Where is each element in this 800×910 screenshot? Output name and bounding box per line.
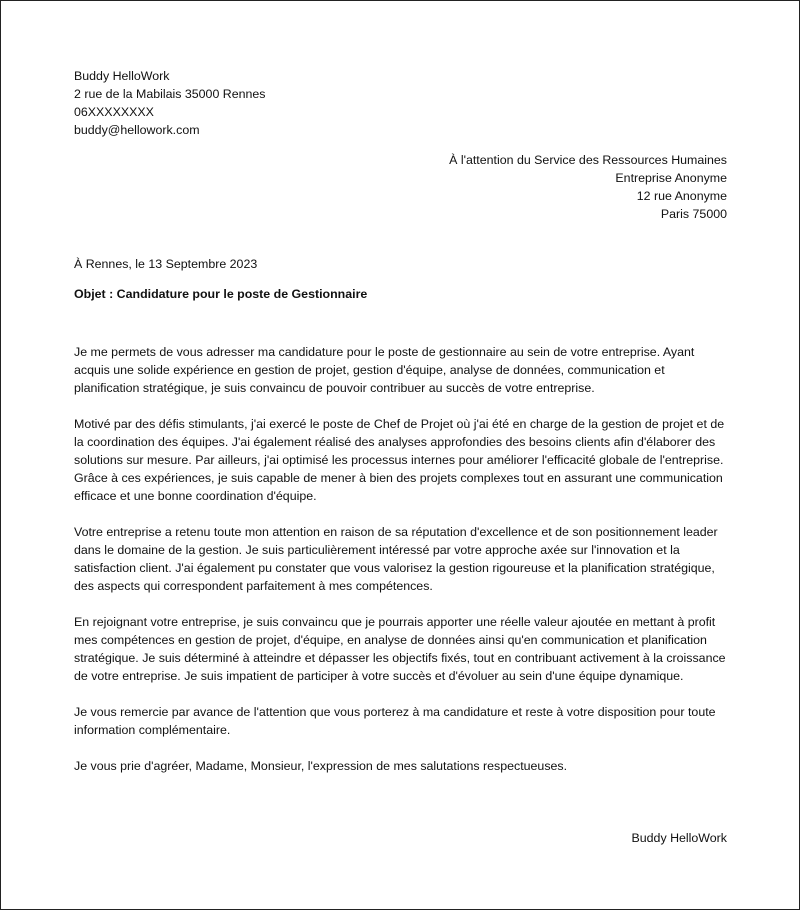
subject-line: Objet : Candidature pour le poste de Gestionnaire (74, 287, 368, 301)
signature: Buddy HelloWork (631, 831, 727, 845)
body-paragraph: Motivé par des défis stimulants, j'ai exercé le poste de Chef de Projet où j'ai été en charge de la gestion de projet et de la coordination des équipes. J'ai également réalisé des analyses approfondies des besoins clients afin d'élaborer des solutions sur mesure. Par ailleurs, j'ai optimisé les processus internes pour améliorer l'efficacité globale de l'entreprise. Grâce à ces expériences, je suis capable de mener à bien des projets complexes tout en assurant une communication efficace et une bonne coordination d'équipe. (74, 417, 725, 503)
sender-name: Buddy HelloWork (74, 69, 170, 83)
sender-block (74, 67, 474, 139)
recipient-block (307, 151, 727, 223)
sender-email: buddy@hellowork.com (74, 123, 200, 137)
recipient-attention: À l'attention du Service des Ressources Humaines (449, 153, 727, 167)
body-paragraph: Je vous remercie par avance de l'attention que vous porterez à ma candidature et reste à votre disposition pour toute information complémentaire. (74, 705, 716, 737)
date-line: À Rennes, le 13 Septembre 2023 (74, 257, 258, 271)
letter-body (74, 343, 729, 775)
recipient-company: Entreprise Anonyme (615, 171, 727, 185)
body-paragraph: Je me permets de vous adresser ma candidature pour le poste de gestionnaire au sein de votre entreprise. Ayant acquis une solide expérience en gestion de projet, gestion d'équipe, analyse de données, communication et planification stratégique, je suis convaincu de pouvoir contribuer au succès de votre entreprise. (74, 345, 695, 395)
body-paragraph: Votre entreprise a retenu toute mon attention en raison de sa réputation d'excellence et de son positionnement leader dans le domaine de la gestion. Je suis particulièrement intéressé par votre approche axée sur l'innovation et la satisfaction client. J'ai également pu constater que vous valorisez la gestion rigoureuse et la planification stratégique, des aspects qui correspondent parfaitement à mes compétences. (74, 525, 718, 593)
body-paragraph: En rejoignant votre entreprise, je suis convaincu que je pourrais apporter une réelle valeur ajoutée en mettant à profit mes compétences en gestion de projet, d'équipe, en analyse de données ainsi qu'en communication et planification stratégique. Je suis déterminé à atteindre et dépasser les objectifs fixés, tout en contribuant activement à la croissance de votre entreprise. Je suis impatient de participer à votre succès et d'évoluer au sein d'une équipe dynamique. (74, 615, 726, 683)
closing-paragraph: Je vous prie d'agréer, Madame, Monsieur, l'expression de mes salutations respectueuses. (74, 759, 568, 773)
sender-address: 2 rue de la Mabilais 35000 Rennes (74, 87, 266, 101)
recipient-city: Paris 75000 (660, 207, 727, 221)
sender-phone: 06XXXXXXXX (74, 105, 154, 119)
recipient-street: 12 rue Anonyme (636, 189, 727, 203)
